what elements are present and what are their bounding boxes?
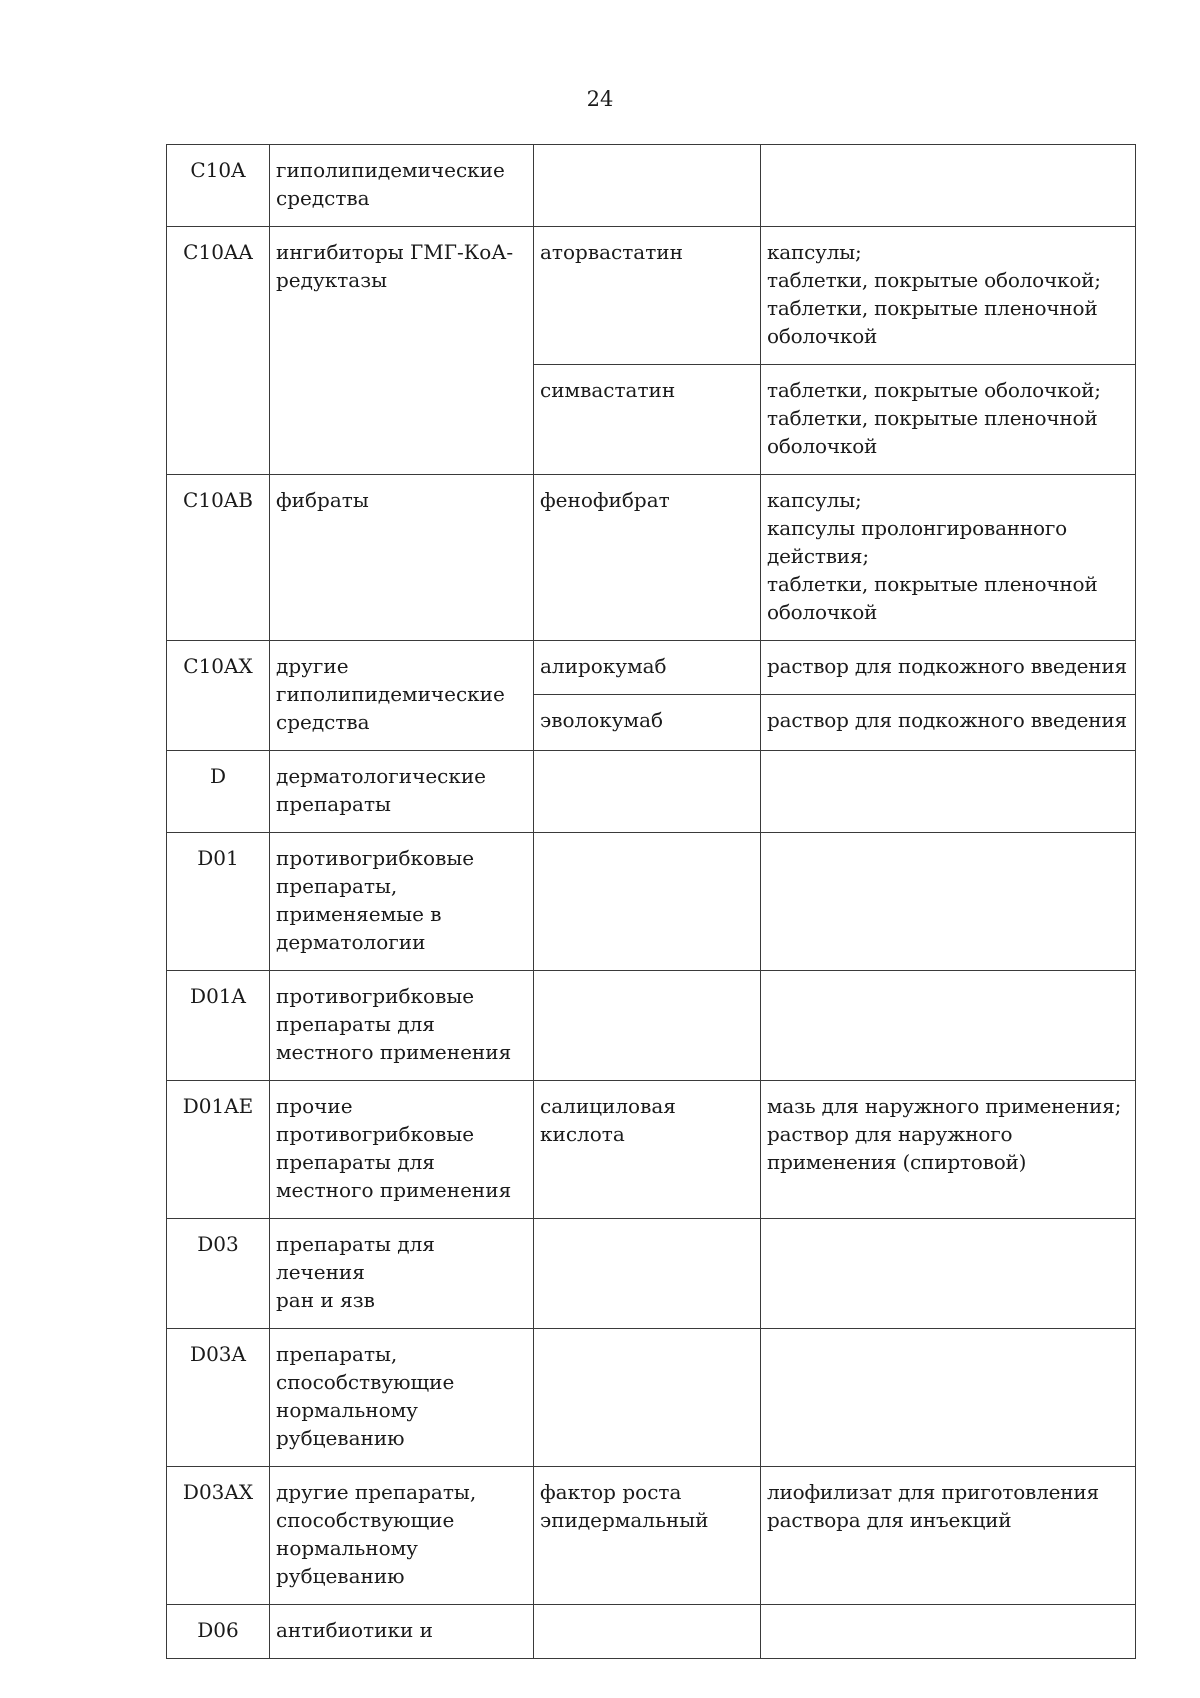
atc-code: C10AB [167,475,270,641]
atc-code: C10AA [167,227,270,475]
atc-code: D01A [167,971,270,1081]
atc-drug-table [166,144,1136,1659]
group-name: антибиотики и [270,1605,534,1659]
dosage-form: раствор для подкожного введения [761,695,1136,751]
group-name: другие препараты, способствующие нормальному рубцеванию [270,1467,534,1605]
drug-name: алирокумаб [534,641,761,695]
table-row [167,227,1136,365]
dosage-form: капсулы; таблетки, покрытые оболочкой; таблетки, покрытые пленочной оболочкой [761,227,1136,365]
drug-name [534,145,761,227]
table-row [167,751,1136,833]
dosage-form [761,971,1136,1081]
table-row [167,1329,1136,1467]
atc-code: D06 [167,1605,270,1659]
group-name: противогрибковые препараты, применяемые в дерматологии [270,833,534,971]
dosage-form: капсулы; капсулы пролонгированного действия; таблетки, покрытые пленочной оболочкой [761,475,1136,641]
table-row [167,833,1136,971]
drug-name [534,751,761,833]
drug-name: симвастатин [534,365,761,475]
table-row [167,1081,1136,1219]
drug-name: эволокумаб [534,695,761,751]
table-row [167,641,1136,695]
drug-name [534,1329,761,1467]
group-name: гиполипидемические средства [270,145,534,227]
group-name: дерматологические препараты [270,751,534,833]
dosage-form [761,145,1136,227]
group-name: препараты для лечения ран и язв [270,1219,534,1329]
drug-name: фактор роста эпидермальный [534,1467,761,1605]
group-name: прочие противогрибковые препараты для местного применения [270,1081,534,1219]
dosage-form: лиофилизат для приготовления раствора для инъекций [761,1467,1136,1605]
table-row [167,1219,1136,1329]
dosage-form [761,1605,1136,1659]
dosage-form: таблетки, покрытые оболочкой; таблетки, покрытые пленочной оболочкой [761,365,1136,475]
atc-code: D01 [167,833,270,971]
group-name: противогрибковые препараты для местного применения [270,971,534,1081]
drug-name: фенофибрат [534,475,761,641]
dosage-form [761,833,1136,971]
dosage-form: раствор для подкожного введения [761,641,1136,695]
group-name: ингибиторы ГМГ-КоА- редуктазы [270,227,534,475]
table-row [167,145,1136,227]
dosage-form [761,751,1136,833]
drug-name [534,833,761,971]
atc-code: D03A [167,1329,270,1467]
dosage-form [761,1329,1136,1467]
table-row [167,1467,1136,1605]
drug-name: аторвастатин [534,227,761,365]
table-row [167,1605,1136,1659]
atc-code: D [167,751,270,833]
dosage-form [761,1219,1136,1329]
group-name: фибраты [270,475,534,641]
drug-name [534,1219,761,1329]
drug-name [534,971,761,1081]
group-name: другие гиполипидемические средства [270,641,534,751]
group-name: препараты, способствующие нормальному рубцеванию [270,1329,534,1467]
page-number: 24 [586,87,614,111]
atc-code: D03AX [167,1467,270,1605]
dosage-form: мазь для наружного применения; раствор для наружного применения (спиртовой) [761,1081,1136,1219]
drug-name [534,1605,761,1659]
atc-code: D03 [167,1219,270,1329]
atc-code: C10A [167,145,270,227]
table-row [167,475,1136,641]
atc-code: D01AE [167,1081,270,1219]
drug-name: салициловая кислота [534,1081,761,1219]
atc-code: C10AX [167,641,270,751]
table-row [167,971,1136,1081]
